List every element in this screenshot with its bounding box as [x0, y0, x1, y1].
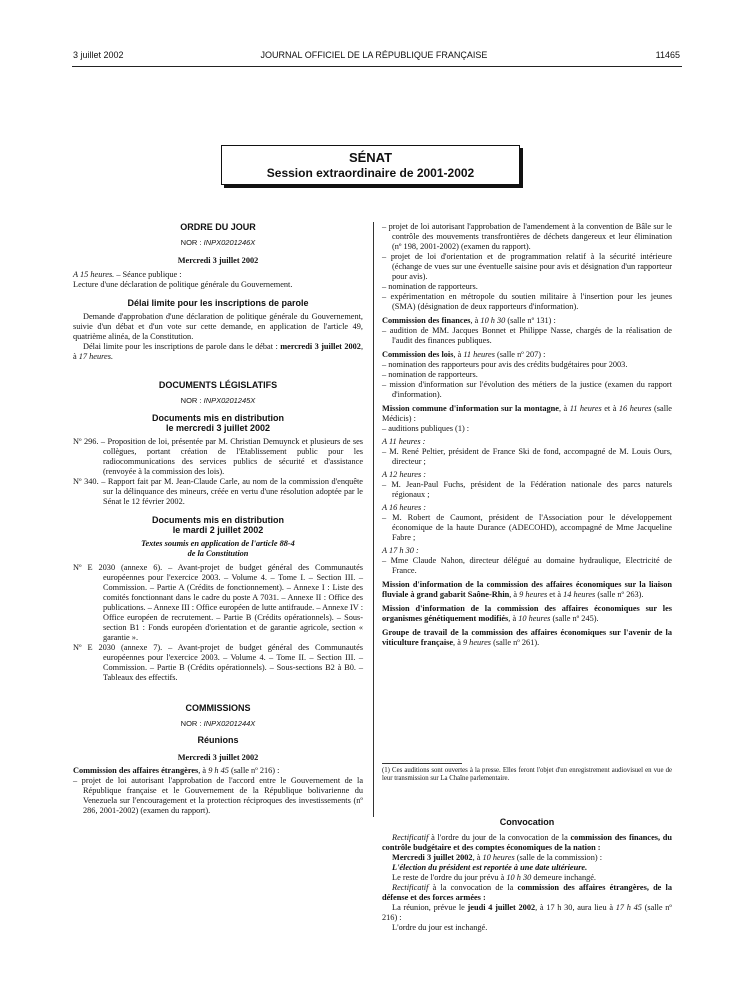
commission-finances-item: – audition de MM. Jacques Bonnet et Philippe Nasse, chargés de la réalisation de l'audit des finances publiques.: [382, 326, 672, 345]
seance-detail: Lecture d'une déclaration de politique générale du Gouvernement.: [73, 280, 293, 289]
commission-etrangeres-item: – projet de loi autorisant l'approbation de l'accord entre le Gouvernement de la République française et le Gouvernement de la République bolivarienne du Venezuela sur l'encouragement et la protection réciproques des investissements (nº 286, 2001-2002) (examen du rapport).: [73, 776, 363, 815]
distribution-2-date: le mardi 2 juillet 2002: [172, 525, 264, 535]
rectificatif-etrangeres-ordre: L'ordre du jour est inchangé.: [392, 923, 488, 932]
title-senat: SÉNAT: [348, 150, 393, 165]
left-column: [73, 222, 363, 816]
commission-lois: Commission des lois, à 11 heures (salle nº 207) :: [382, 350, 546, 359]
ordre-nor: NOR : INPX0201246X: [180, 238, 256, 247]
etrangeres-item-5: – expérimentation en métropole du soutien militaire à l'insertion pour les jeunes (SMA) (désignation de deux rapporteurs d'information).: [382, 292, 672, 311]
title-session: Session extraordinaire de 2001-2002: [266, 166, 475, 180]
rectificatif-etrangeres: Rectificatif à la convocation de la commission des affaires étrangères, de la défense et des forces armées :: [382, 883, 673, 902]
audition-17h30: – Mme Claude Nahon, directeur délégué au domaine hydraulique, Electricité de France.: [382, 556, 672, 575]
audition-11h-time: A 11 heures :: [382, 437, 426, 446]
document-e2030-annexe7: Nº E 2030 (annexe 7). – Avant-projet de budget général des Communautés européennes pour l'exercice 2003. – Volume 4. – Tome II. – Section III. – Commission. – Partie B (Crédits opérationnels). – Sous-sections B2 à B0. – Tableaux des effectifs.: [73, 643, 363, 682]
header-date: 3 juillet 2002: [73, 50, 124, 60]
delai-paragraph-1: Demande d'approbation d'une déclaration de politique générale du Gouvernement, suivie d'un débat et d'un vote sur cette demande, en application de l'article 49, quatrième alinéa, de la Constitution.: [73, 312, 363, 341]
rectificatif-finances-date: Mercredi 3 juillet 2002, à 10 heures (salle de la commission) :: [392, 853, 602, 862]
docs-nor: NOR : INPX0201245X: [180, 396, 256, 405]
convocation-section: [382, 817, 672, 933]
title-box: [221, 145, 520, 185]
document-340: Nº 340. – Rapport fait par M. Jean-Claude Carle, au nom de la commission d'enquête sur la délinquance des mineurs, créée en vertu d'une résolution adoptée par le Sénat le 12 février 2002.: [73, 477, 363, 506]
audition-12h: – M. Jean-Paul Fuchs, président de la Fédération nationale des parcs naturels régionaux ;: [382, 480, 672, 499]
commission-lois-item-1: – nomination des rapporteurs pour avis des crédits budgétaires pour 2003.: [382, 360, 628, 369]
mission-saone-rhin: Mission d'information de la commission des affaires économiques sur la liaison fluviale à grand gabarit Saône-Rhin, à 9 heures et à 14 heures (salle nº 263).: [382, 580, 672, 599]
column-separator: [373, 222, 374, 817]
mission-montagne: Mission commune d'information sur la montagne, à 11 heures et à 16 heures (salle Médicis) :: [382, 404, 672, 423]
header-journal: JOURNAL OFFICIEL DE LA RÉPUBLIQUE FRANÇAISE: [260, 50, 488, 60]
commission-lois-item-2: – nomination de rapporteurs.: [382, 370, 478, 379]
audition-12h-time: A 12 heures :: [382, 470, 427, 479]
documents-legislatifs-heading: DOCUMENTS LÉGISLATIFS: [158, 380, 278, 390]
textes-subheading: de la Constitution: [187, 549, 249, 558]
convocation-heading: Convocation: [499, 817, 555, 827]
right-column: [382, 222, 672, 648]
document-296: Nº 296. – Proposition de loi, présentée par M. Christian Demuynck et plusieurs de ses collègues, portant création de l'Etablissement public pour les radiocommunications des services publics de sécurité et d'assistance (renvoyée à la commission des lois).: [73, 437, 363, 476]
groupe-viticulture: Groupe de travail de la commission des affaires économiques sur l'avenir de la viticulture française, à 9 heures (salle nº 261).: [382, 628, 672, 647]
distribution-2-heading: Documents mis en distribution: [151, 515, 284, 525]
seance-line: A 15 heures. – Séance publique :: [73, 270, 182, 279]
commissions-nor: NOR : INPX0201244X: [180, 719, 256, 728]
audition-11h: – M. René Peltier, président de France Ski de fond, accompagné de M. Louis Ours, directeur ;: [382, 447, 672, 466]
ordre-date: Mercredi 3 juillet 2002: [177, 256, 259, 265]
etrangeres-item-2: – projet de loi autorisant l'approbation de l'amendement à la convention de Bâle sur le contrôle des mouvements transfrontières de déchets dangereux et leur élimination (nº 198, 2001-2002) (examen du rapport).: [382, 222, 672, 251]
mission-montagne-item: – auditions publiques (1) :: [382, 424, 470, 433]
etrangeres-item-3: – projet de loi d'orientation et de programmation relatif à la sécurité intérieure (échange de vues sur une éventuelle saisine pour avis et désignation d'un rapporteur pour avis).: [382, 252, 672, 281]
rectificatif-finances-reste: Le reste de l'ordre du jour prévu à 10 h 30 demeure inchangé.: [392, 873, 597, 882]
header-rule: [72, 66, 682, 67]
rectificatif-finances: Rectificatif à l'ordre du jour de la convocation de la commission des finances, du contrôle budgétaire et des comptes économiques de la nation :: [382, 833, 673, 852]
document-e2030-annexe6: Nº E 2030 (annexe 6). – Avant-projet de budget général des Communautés européennes pour l'exercice 2003. – Volume 4. – Tome I. – Section III. – Commission. – Partie A (Crédits de fonctionnement). – Annexe I : Liste des comités fonctionnant dans le cadre du poste A 7031. – Annexe II : Office des publications. – Annexe III : Office européen de lutte antifraude. – Annexe IV : Office européen de recrutement. – Partie B (Crédits opérationnels). – Sous-section B1 : Fonds européen d'orientation et de garantie agricole, section « garantie ».: [73, 563, 363, 642]
rectificatif-finances-election: L'élection du président est reportée à une date ultérieure.: [392, 863, 588, 872]
footnote-rule: [382, 763, 462, 764]
audition-16h-time: A 16 heures :: [382, 503, 427, 512]
header-page-number: 11465: [655, 50, 680, 60]
commissions-heading: COMMISSIONS: [185, 703, 251, 713]
commission-etrangeres: Commission des affaires étrangères, à 9 h 45 (salle nº 216) :: [73, 766, 280, 775]
ordre-du-jour-heading: ORDRE DU JOUR: [180, 222, 256, 232]
delai-paragraph-2: Délai limite pour les inscriptions de parole dans le débat : mercredi 3 juillet 2002, à 17 heures.: [73, 342, 364, 361]
distribution-1-heading: Documents mis en distribution: [151, 413, 284, 423]
reunions-date: Mercredi 3 juillet 2002: [177, 753, 259, 762]
delai-heading: Délai limite pour les inscriptions de parole: [127, 298, 309, 308]
textes-heading: Textes soumis en application de l'article 88-4: [141, 539, 295, 548]
mission-ogm: Mission d'information de la commission des affaires économiques sur les organismes génétiquement modifiés, à 10 heures (salle nº 245).: [382, 604, 672, 623]
audition-16h: – M. Robert de Caumont, président de l'Association pour le développement économique de la haute Durance (ADECOHD), accompagné de Mme Jacqueline Fabre ;: [382, 513, 672, 542]
footnote: (1) Ces auditions sont ouvertes à la presse. Elles feront l'objet d'un enregistrement audiovisuel en vue de leur transmission sur La Chaîne parlementaire.: [382, 767, 672, 782]
reunions-heading: Réunions: [197, 735, 239, 745]
commission-lois-item-3: – mission d'information sur l'évolution des métiers de la justice (examen du rapport d'information).: [382, 380, 672, 399]
rectificatif-etrangeres-reunion: La réunion, prévue le jeudi 4 juillet 2002, à 17 h 30, aura lieu à 17 h 45 (salle nº 216) :: [382, 903, 672, 922]
audition-17h30-time: A 17 h 30 :: [382, 546, 419, 555]
commission-finances: Commission des finances, à 10 h 30 (salle nº 131) :: [382, 316, 556, 325]
distribution-1-date: le mercredi 3 juillet 2002: [165, 423, 271, 433]
etrangeres-item-4: – nomination de rapporteurs.: [382, 282, 478, 291]
